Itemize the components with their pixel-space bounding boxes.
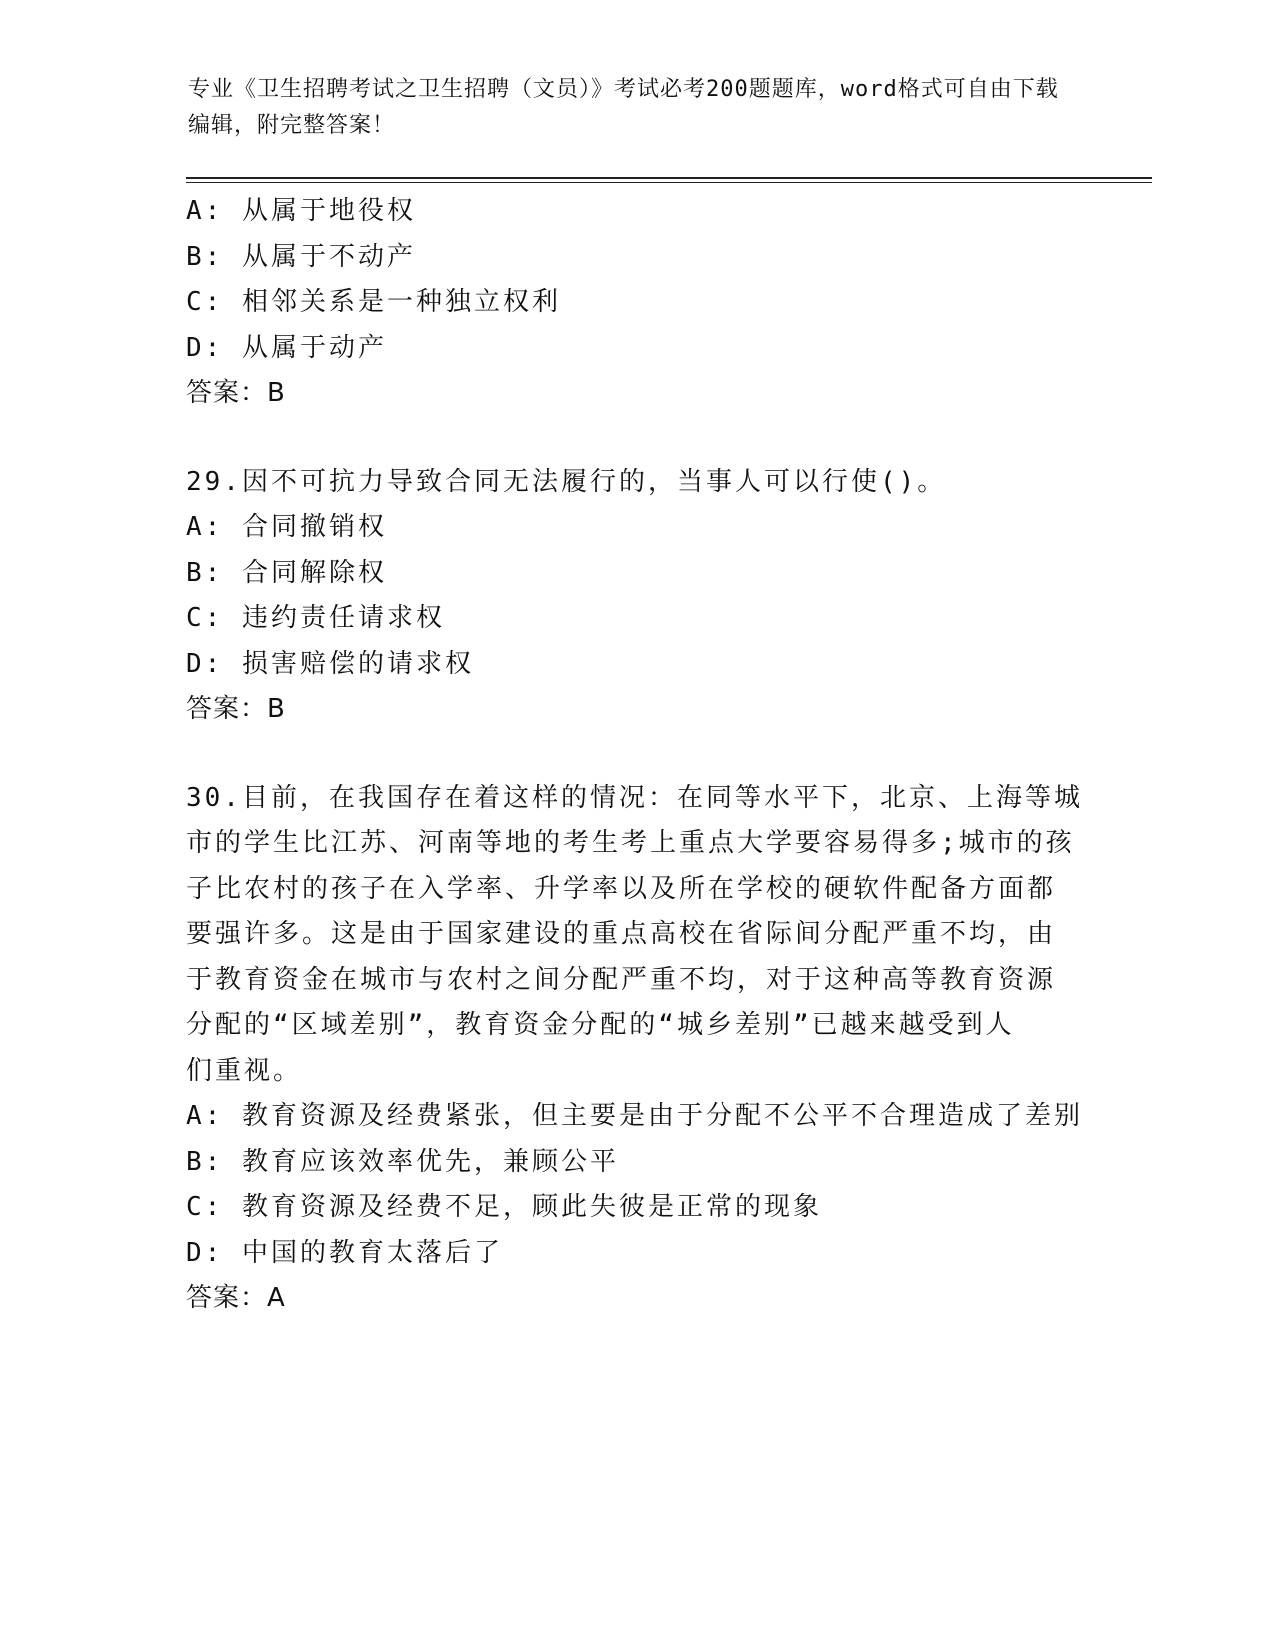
q30-question-line: 要强许多。这是由于国家建设的重点高校在省际间分配严重不均，由 (186, 919, 1057, 949)
header-rule-thin (186, 182, 1152, 183)
q29-option-c: C: 违约责任请求权 (186, 603, 445, 633)
q30-question-line: 们重视。 (186, 1055, 303, 1086)
page-header: 专业《卫生招聘考试之卫生招聘（文员）》考试必考200题题库，word格式可自由下载编辑，附完整答案！ (188, 77, 1059, 138)
q28-option-a: A: 从属于地役权 (186, 196, 416, 226)
q30-question-line: 30.目前，在我国存在着这样的情况：在同等水平下，北京、上海等城 (186, 782, 1083, 813)
q28-answer: 答案：B (186, 378, 286, 408)
q29-question: 29.因不可抗力导致合同无法履行的，当事人可以行使()。 (186, 466, 947, 497)
q30-option-c: C: 教育资源及经费不足，顾此失彼是正常的现象 (186, 1192, 822, 1222)
q30-question-line: 于教育资金在城市与农村之间分配严重不均，对于这种高等教育资源 (186, 964, 1057, 995)
q29-answer: 答案：B (186, 694, 286, 724)
q29-option-d: D: 损害赔偿的请求权 (186, 648, 474, 679)
q29-option-a: A: 合同撤销权 (186, 512, 387, 542)
q30-option-a: A: 教育资源及经费紧张，但主要是由于分配不公平不合理造成了差别 (186, 1101, 1083, 1131)
question-content (186, 189, 1086, 1322)
q28-option-d: D: 从属于动产 (186, 332, 387, 363)
q30-question-line: 子比农村的孩子在入学率、升学率以及所在学校的硬软件配备方面都 (186, 873, 1057, 904)
q30-option-d: D: 中国的教育太落后了 (186, 1237, 503, 1268)
q30-question-line: 分配的“区域差别”，教育资金分配的“城乡差别”已越来越受到人 (186, 1010, 1015, 1040)
q29-option-b: B: 合同解除权 (186, 557, 387, 588)
q30-option-b: B: 教育应该效率优先，兼顾公平 (186, 1146, 619, 1177)
header-rule-thick (186, 177, 1152, 179)
spacer (186, 417, 1086, 460)
q28-option-c: C: 相邻关系是一种独立权利 (186, 287, 561, 317)
q30-answer: 答案：A (186, 1283, 286, 1313)
q30-question-line: 市的学生比江苏、河南等地的考生考上重点大学要容易得多;城市的孩 (186, 828, 1075, 858)
spacer (186, 733, 1086, 776)
q28-option-b: B: 从属于不动产 (186, 241, 416, 272)
